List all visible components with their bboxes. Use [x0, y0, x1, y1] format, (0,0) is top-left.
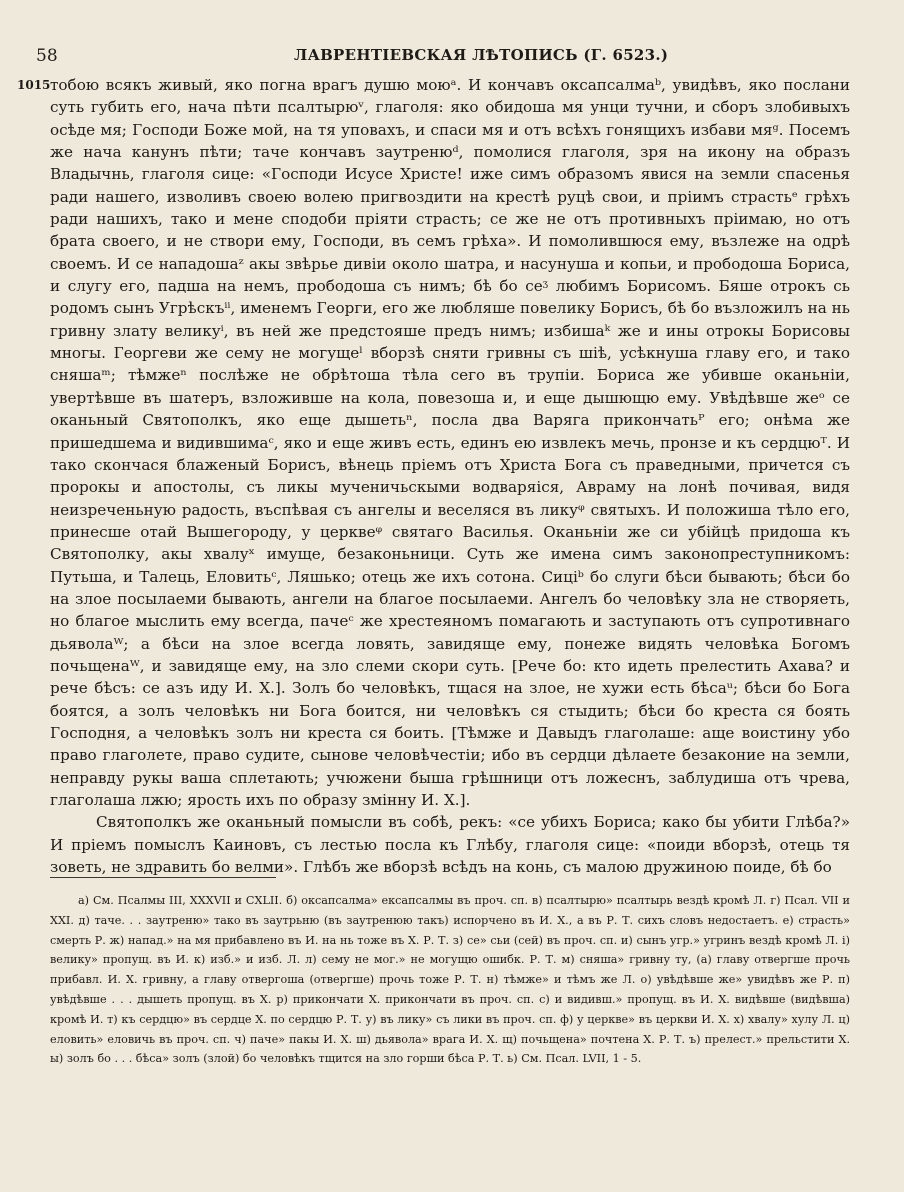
margin-year: 1015	[17, 78, 51, 92]
footnotes	[50, 891, 850, 1069]
page-number: 58	[36, 46, 58, 66]
footnote-separator	[50, 877, 276, 878]
page-header	[36, 40, 876, 70]
footnotes-text: а) См. Псалмы III, XXXVII и CXLII. б) оксапсалма» ексапсалмы въ проч. сп. в) псалтырю» псалтырь вездѣ кромѣ Л. г) Псал. VII и XXI. д) таче. . . заутреню» тако въ заутрьню (въ заутренюю такъ) испорчено въ И. Х., а въ Р. Т. сихъ словъ недостаетъ. е) страсть» смерть Р. ж) напад.» на мя прибавлено въ И. на нь тоже въ Х. Р. Т. з) се» сьи (сей) въ проч. сп. и) сынъ угр.» угринъ вездѣ кромѣ Л. і) велику» пропущ. въ И. к) изб.» и изб. Л. л) сему не мог.» не могущю ошибк. Р. Т. м) сняша» гривну ту, (а) главу отвергше прочь прибавл. И. Х. гривну, а главу отвергоша (отвергше) прочь тоже Р. Т. н) тѣмже» и тѣмъ же Л. о) увѣдѣвше же» увидѣвъ же Р. п) увѣдѣвше . . . дышеть пропущ. въ Х. р) прикончати Х. прикончати въ проч. сп. с) и видивш.» пропущ. въ И. Х. видѣвше (видѣвша) кромѣ И. т) къ сердцю» въ сердце Х. по сердцю Р. Т. у) въ лику» съ лики въ проч. сп. ф) у церкве» въ церкви И. Х. х) хвалу» хулу Л. ц) еловить» еловичь въ проч. сп. ч) паче» пакы И. Х. ш) дьявола» врага И. Х. щ) почьщена» почтена Х. Р. Т. ъ) прелест.» прельстити Х. ы) золъ бо . . . бѣса» золъ (злой) бо человѣкъ тщится на зло горши бѣса Р. Т. ь) См. Псал. LVII, 1 - 5.	[50, 894, 850, 1066]
running-title: ЛАВРЕНТІЕВСКАЯ ЛѢТОПИСЬ (Г. 6523.)	[294, 46, 669, 64]
paragraph-1: тобою всякъ живый, яко погна врагъ душю моюᵃ. И кончавъ оксапсалмаᵇ, увидѣвъ, яко послани суть губить его, нача пѣти псалтырюᵛ, глаголя: яко обидоша мя унци тучни, и сборъ злобивыхъ осѣде мя; Господи Боже мой, на тя уповахъ, и спаси мя и отъ всѣхъ гонящихъ избави мяᵍ. Посемъ же нача канунъ пѣти; таче кончавъ заутренюᵈ, помолися глаголя, зря на икону на образъ Владычнь, глаголя сице: «Господи Исусе Христе! иже симъ образомъ явися на земли спасенья ради нашего, изволивъ своею волею пригвоздити на крестѣ руцѣ свои, и пріимъ страстьᵉ грѣхъ ради нашихъ, тако и мене сподоби пріяти страсть; се же не отъ противныхъ пріимаю, но отъ брата своего, и не створи ему, Господи, въ семъ грѣха». И помолившюся ему, възлеже на одрѣ своемъ. И се нападошаᶻ акы звѣрье дивіи около шатра, и насунуша и копьи, и прободоша Бориса, и слугу его, падша на немъ, прободоша съ нимъ; бѣ бо сеᶾ любимъ Борисомъ. Бяше отрокъ сь родомъ сынъ Угрѣскъⁱⁱ, именемъ Георги, его же любляше повелику Борисъ, бѣ бо възложилъ на нь гривну злату великуⁱ, въ ней же предстояше предъ нимъ; избишаᵏ же и ины отрокы Борисовы многы. Георгеви же сему не могущеˡ вборзѣ сняти гривны съ шіѣ, усѣкнуша главу его, и тако сняшаᵐ; тѣмжеⁿ послѣже не обрѣтоша тѣла сего въ трупіи. Бориса же убивше оканьніи, увертѣвше въ шатеръ, взложивше на кола, повезоша и, и еще дышющю ему. Увѣдѣвше жеᵒ се оканьный Святополкъ, яко еще дышетьⁿ, посла два Варяга прикончатьᴾ его; онѣма же пришедшема и видившимаᶜ, яко и еще живъ есть, единъ ею извлекъ мечь, пронзе и къ сердцюᵀ. И тако скончася блаженый Борисъ, вѣнець пріемъ отъ Христа Бога съ праведными, причется съ пророкы и апостолы, съ ликы мученичьскыми водваряіся, Авраму на лонѣ почивая, видя неизреченьную радость, въспѣвая съ ангелы и веселяся въ ликуᵠ святыхъ. И положиша тѣло его, принесше отай Вышегороду, у церквеᵠ святаго Василья. Оканьніи же си убійцѣ придоша къ Святополку, акы хвалуˣ имуще, безаконьници. Суть же имена симъ законопреступникомъ: Путьша, и Талець, Еловитьᶜ, Ляшько; отець же ихъ сотона. Сицiᵇ бо слуги бѣси бывають; бѣси бо на злое посылаеми бывають, ангели на благое посылаеми. Ангелъ бо человѣку зла не створяеть, но благое мыслить ему всегда, пачеᶜ же хрестеяномъ помагають и заступають отъ супротивнаго дьяволаᵂ; а бѣси на злое всегда ловять, завидяще ему, понеже видять человѣка Богомъ почьщенаᵂ, и завидяще ему, на зло слеми скори суть. [Рече бо: кто идеть прелестить Ахава? и рече бѣсъ: се азъ иду И. Х.]. Золъ бо человѣкъ, тщася на злое, не хужи есть бѣсаᵘ; бѣси бо Бога боятся, а золъ человѣкъ ни Бога боится, ни человѣкъ ся стыдить; бѣси бо креста ся боять Господня, а человѣкъ золъ ни креста ся боить. [Тѣмже и Давыдъ глаголаше: аще воистину убо право глаголете, право судите, сынове человѣчестіи; ибо въ сердци дѣлаете безаконие на земли, неправду рукы ваша сплетають; учюжени быша грѣшници отъ ложеснъ, заблудиша отъ чрева, глаголаша лжю; ярость ихъ по образу змінну И. Х.].	[50, 76, 850, 809]
main-text	[17, 74, 850, 878]
paragraph-2: Святополкъ же оканьный помысли въ собѣ, рекъ: «се убихъ Бориса; како бы убити Глѣба?» И пріемъ помыслъ Каиновъ, съ лестью посла къ Глѣбу, глаголя сице: «поиди вборзѣ, отець тя зоветь, не здравить бо велми». Глѣбъ же вборзѣ всѣдъ на конь, съ малою дружиною поиде, бѣ бо	[50, 813, 850, 877]
